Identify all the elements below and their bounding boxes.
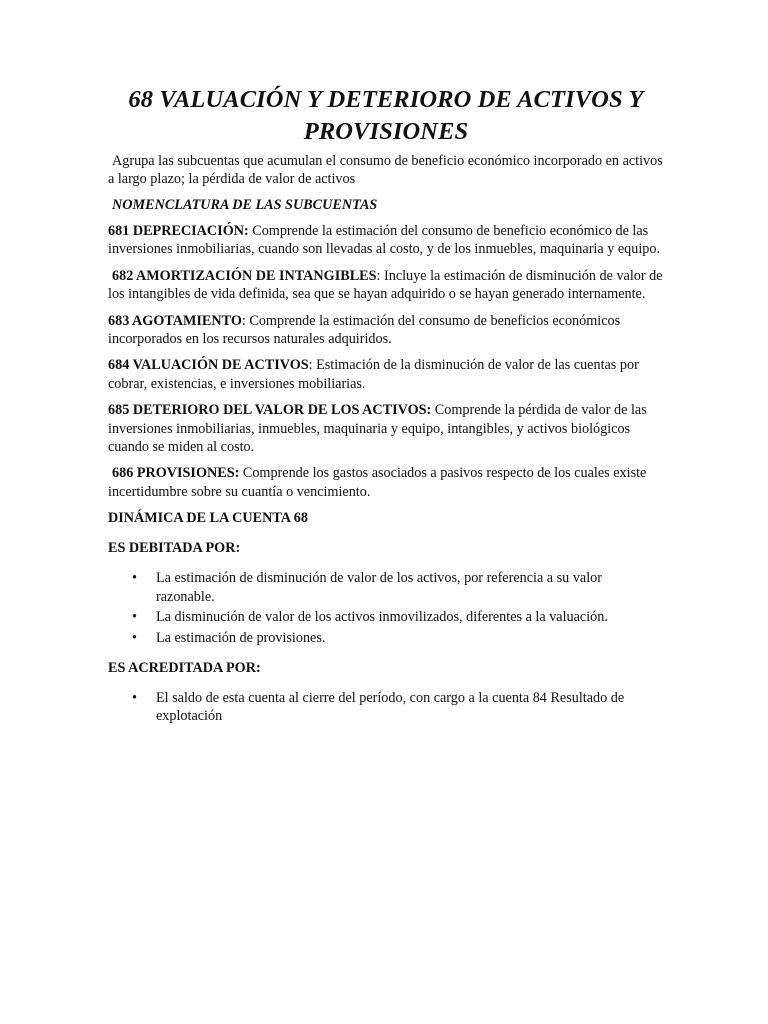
intro-paragraph: Agrupa las subcuentas que acumulan el consumo de beneficio económico incorporado en activos a largo plazo; la pérdida de valor de activos — [108, 153, 663, 187]
account-683 — [108, 312, 664, 349]
list-item — [108, 608, 664, 626]
account-683-text: : Comprende la estimación del consumo de beneficios económicos incorporados en los recursos naturales adquiridos. — [108, 312, 621, 348]
page-title — [108, 84, 664, 148]
list-item — [108, 569, 664, 606]
account-682 — [108, 267, 664, 304]
account-684-text: : Estimación de la disminución de valor de las cuentas por cobrar, existencias, e inversiones mobiliarias. — [108, 357, 639, 392]
account-686-text: Comprende los gastos asociados a pasivos respecto de los cuales existe incertidumbre sobre su cuantía o vencimiento. — [108, 465, 647, 500]
account-681-text: Comprende la estimación del consumo de beneficio económico de las inversiones inmobiliarias, cuando son llevadas al costo, y de los inmuebles, maquinaria y equipo. — [108, 223, 661, 258]
debit-item-3: La estimación de provisiones. — [156, 629, 326, 646]
bullet-icon: • — [132, 629, 137, 646]
debit-item-2: La disminución de valor de los activos inmovilizados, diferentes a la valuación. — [156, 609, 608, 626]
document-page — [108, 84, 664, 738]
debit-item-1: La estimación de disminución de valor de los activos, por referencia a su valor razonable. — [156, 570, 602, 605]
credit-list — [108, 689, 664, 726]
bullet-icon: • — [132, 609, 137, 626]
account-683-title: 683 AGOTAMIENTO — [108, 312, 242, 329]
account-684-title: 684 VALUACIÓN DE ACTIVOS — [108, 357, 309, 374]
debit-heading: ES DEBITADA POR: — [108, 540, 241, 557]
account-685 — [108, 401, 664, 456]
list-item — [108, 629, 664, 647]
bullet-icon: • — [132, 570, 137, 587]
account-681 — [108, 222, 664, 259]
nomenclature-heading: NOMENCLATURA DE LAS SUBCUENTAS — [112, 197, 378, 213]
account-685-title: 685 DETERIORO DEL VALOR DE LOS ACTIVOS: — [108, 402, 432, 419]
title-line-1: 68 VALUACIÓN Y DETERIORO DE ACTIVOS Y — [128, 86, 644, 113]
list-item — [108, 689, 664, 726]
dynamics-heading: DINÁMICA DE LA CUENTA 68 — [108, 510, 308, 527]
account-682-title: 682 AMORTIZACIÓN DE INTANGIBLES — [112, 267, 377, 284]
credit-item-1: El saldo de esta cuenta al cierre del período, con cargo a la cuenta 84 Resultado de explotación — [156, 689, 625, 725]
bullet-icon: • — [132, 689, 137, 706]
credit-heading: ES ACREDITADA POR: — [108, 659, 261, 676]
account-681-title: 681 DEPRECIACIÓN: — [108, 223, 249, 239]
debit-list — [108, 569, 664, 647]
account-682-text: : Incluye la estimación de disminución de valor de los intangibles de vida definida, sea que se hayan adquirido o se hayan generado internamente. — [108, 267, 663, 303]
account-685-text: Comprende la pérdida de valor de las inversiones inmobiliarias, inmuebles, maquinaria y equipo, intangibles, y activos biológicos cuando se miden al costo. — [108, 402, 647, 456]
account-686-title: 686 PROVISIONES: — [112, 465, 240, 482]
title-line-2: PROVISIONES — [303, 118, 469, 145]
account-684 — [108, 356, 664, 393]
account-686 — [108, 464, 664, 501]
